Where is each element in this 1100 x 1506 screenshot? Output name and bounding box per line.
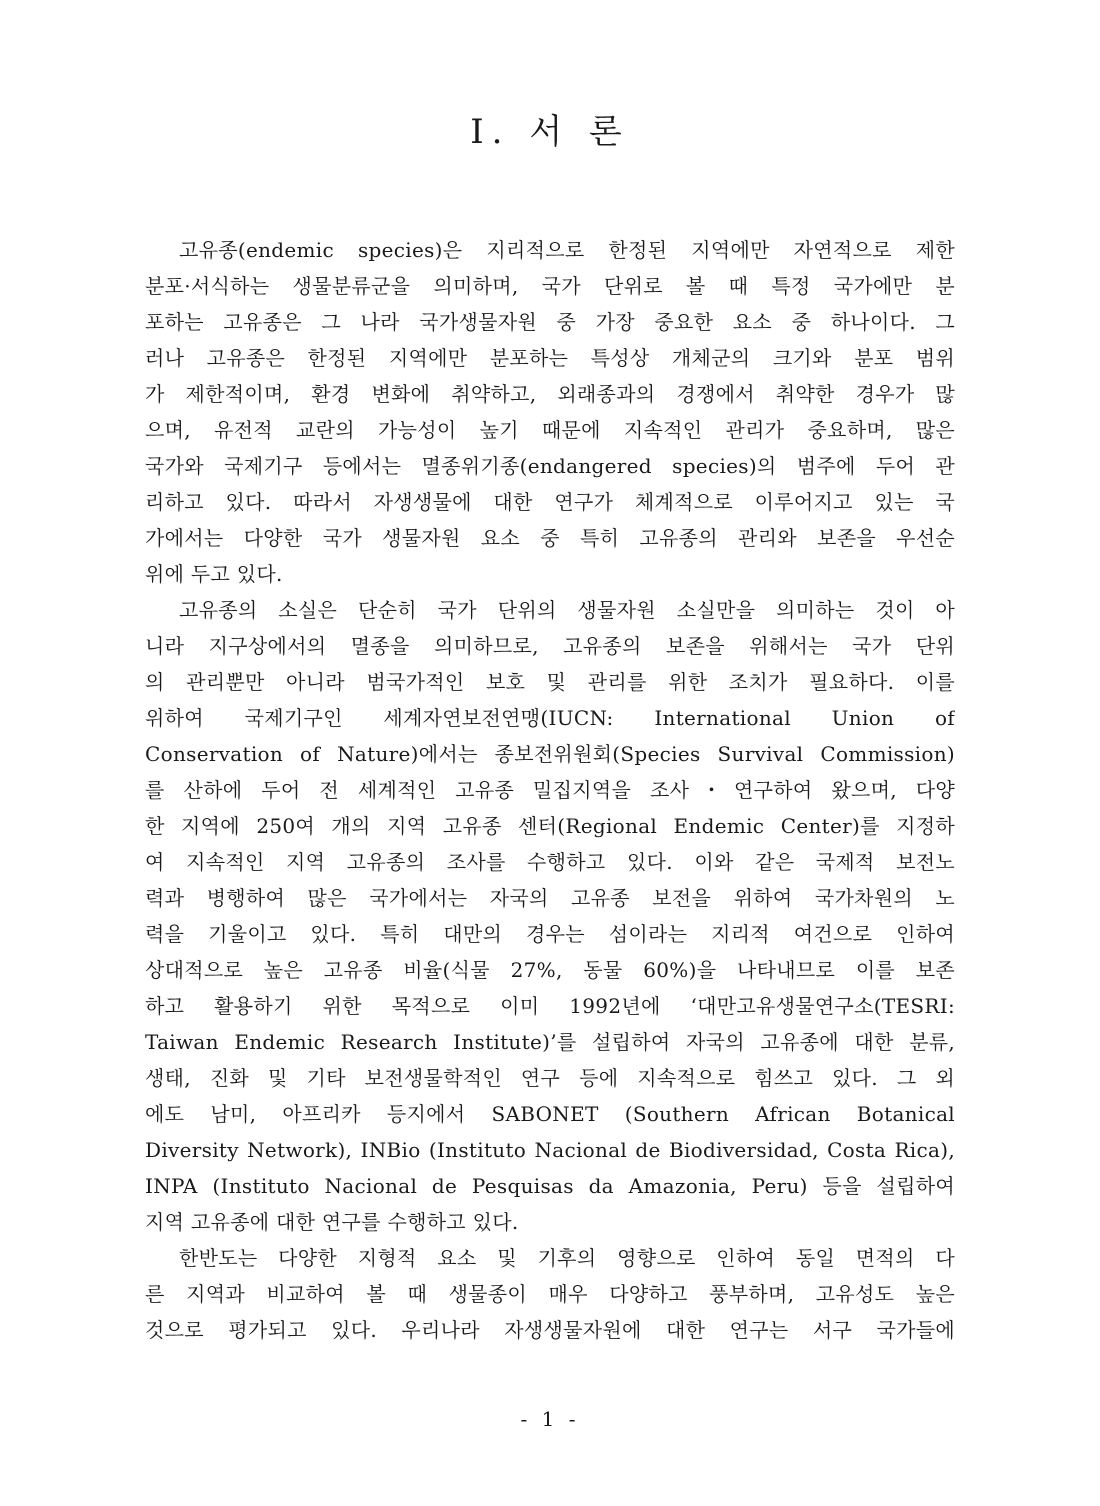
section-title: Ⅰ. 서 론 (470, 112, 630, 152)
text-line: 가 제한적이며, 환경 변화에 취약하고, 외래종과의 경쟁에서 취약한 경우가 많 (145, 382, 955, 406)
text-line: 한 지역에 250여 개의 지역 고유종 센터(Regional Endemic Center)를 지정하 (145, 814, 955, 838)
paragraph-1 (145, 232, 955, 592)
text-line: Taiwan Endemic Research Institute)’를 설립하여 자국의 고유종에 대한 분류, (145, 1030, 955, 1054)
body-text (145, 232, 955, 1348)
text-line: 생태, 진화 및 기타 보전생물학적인 연구 등에 지속적으로 힘쓰고 있다. 그 외 (145, 1066, 955, 1090)
paragraph-3 (145, 1240, 955, 1348)
text-line: Conservation of Nature)에서는 종보전위원회(Species Survival Commission) (145, 742, 955, 766)
text-line: 여 지속적인 지역 고유종의 조사를 수행하고 있다. 이와 같은 국제적 보전노 (145, 850, 955, 874)
text-line: 가에서는 다양한 국가 생물자원 요소 중 특히 고유종의 관리와 보존을 우선순 (145, 526, 955, 550)
text-line: 국가와 국제기구 등에서는 멸종위기종(endangered species)의 범주에 두어 관 (145, 454, 955, 478)
text-line: 의 관리뿐만 아니라 범국가적인 보호 및 관리를 위한 조치가 필요하다. 이를 (145, 670, 955, 694)
page-number: - 1 - (520, 1407, 580, 1431)
text-line: 하고 활용하기 위한 목적으로 이미 1992년에 ‘대만고유생물연구소(TESRI: (145, 994, 955, 1018)
text-line: 한반도는 다양한 지형적 요소 및 기후의 영향으로 인하여 동일 면적의 다 (179, 1246, 955, 1270)
text-line: 를 산하에 두어 전 세계적인 고유종 밀집지역을 조사・연구하여 왔으며, 다양 (145, 778, 955, 802)
text-line: 니라 지구상에서의 멸종을 의미하므로, 고유종의 보존을 위해서는 국가 단위 (145, 634, 955, 658)
text-line: 것으로 평가되고 있다. 우리나라 자생생물자원에 대한 연구는 서구 국가들에 (145, 1318, 955, 1342)
text-line: 리하고 있다. 따라서 자생생물에 대한 연구가 체계적으로 이루어지고 있는 국 (145, 490, 955, 514)
text-line: 른 지역과 비교하여 볼 때 생물종이 매우 다양하고 풍부하며, 고유성도 높은 (145, 1282, 955, 1306)
text-line: INPA (Instituto Nacional de Pesquisas da Amazonia, Peru) 등을 설립하여 (145, 1174, 955, 1198)
text-line: 력과 병행하여 많은 국가에서는 자국의 고유종 보전을 위하여 국가차원의 노 (145, 886, 955, 910)
text-line: 위에 두고 있다. (145, 562, 283, 586)
text-line: 에도 남미, 아프리카 등지에서 SABONET (Southern African Botanical (145, 1102, 955, 1126)
text-line: 분포·서식하는 생물분류군을 의미하며, 국가 단위로 볼 때 특정 국가에만 분 (145, 274, 955, 298)
text-line: 위하여 국제기구인 세계자연보전연맹(IUCN: International Union of (145, 706, 955, 730)
text-line: 상대적으로 높은 고유종 비율(식물 27%, 동물 60%)을 나타내므로 이를 보존 (145, 958, 955, 982)
paragraph-2 (145, 592, 955, 1240)
text-line: 고유종(endemic species)은 지리적으로 한정된 지역에만 자연적으로 제한 (179, 238, 955, 262)
text-line: 지역 고유종에 대한 연구를 수행하고 있다. (145, 1210, 519, 1234)
text-line: 포하는 고유종은 그 나라 국가생물자원 중 가장 중요한 요소 중 하나이다. 그 (145, 310, 955, 334)
text-line: 고유종의 소실은 단순히 국가 단위의 생물자원 소실만을 의미하는 것이 아 (179, 598, 955, 622)
text-line: 력을 기울이고 있다. 특히 대만의 경우는 섬이라는 지리적 여건으로 인하여 (145, 922, 955, 946)
text-line: 러나 고유종은 한정된 지역에만 분포하는 특성상 개체군의 크기와 분포 범위 (145, 346, 955, 370)
text-line: 으며, 유전적 교란의 가능성이 높기 때문에 지속적인 관리가 중요하며, 많은 (145, 418, 955, 442)
text-line: Diversity Network), INBio (Instituto Nacional de Biodiversidad, Costa Rica), (145, 1138, 955, 1162)
